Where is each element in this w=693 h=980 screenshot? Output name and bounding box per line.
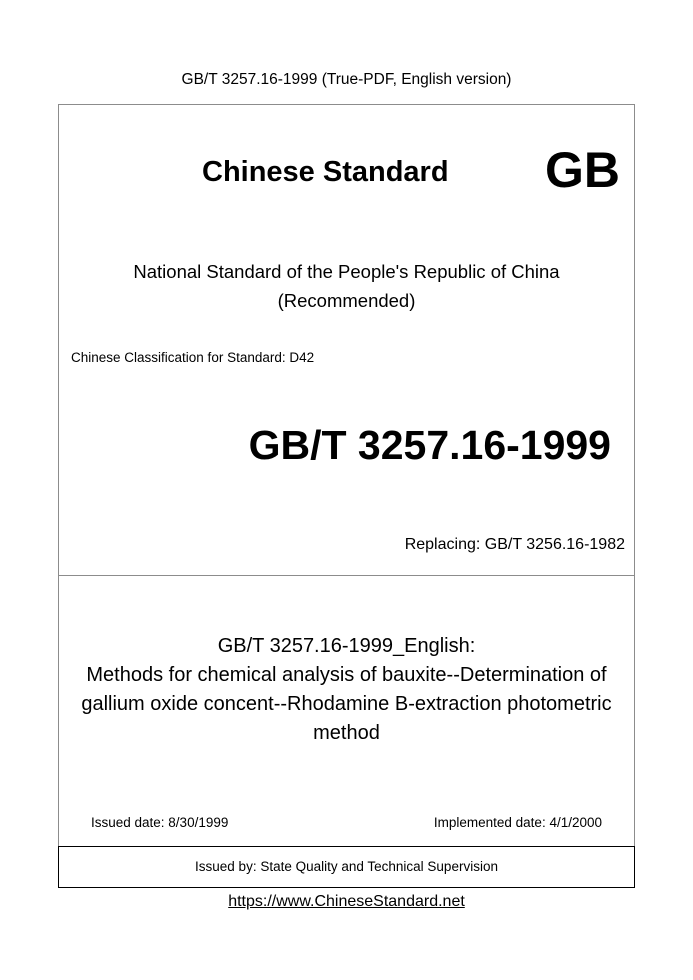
title-line: gallium oxide concent--Rhodamine B-extraction photometric — [81, 693, 612, 715]
implemented-date: Implemented date: 4/1/2000 — [433, 815, 602, 830]
issued-date: Issued date: 8/30/1999 — [91, 815, 229, 830]
national-title-line: National Standard of the People's Republic of China — [133, 261, 560, 282]
title-line: GB/T 3257.16-1999_English: — [217, 635, 476, 657]
national-standard-title — [0, 257, 693, 315]
issuer-box: Issued by: State Quality and Technical Supervision — [58, 846, 635, 888]
website-link[interactable]: https://www.ChineseStandard.net — [228, 893, 465, 910]
document-header-line: GB/T 3257.16-1999 (True-PDF, English version) — [181, 71, 512, 88]
replacing-text: Replacing: GB/T 3256.16-1982 — [404, 536, 625, 553]
standard-number: GB/T 3257.16-1999 — [248, 422, 611, 468]
gb-logo-mark: GB — [545, 142, 620, 198]
classification-text: Chinese Classification for Standard: D42 — [71, 350, 315, 365]
title-line: Methods for chemical analysis of bauxite--Determination of — [86, 664, 607, 686]
website-link-container — [0, 893, 693, 911]
title-line: method — [313, 722, 380, 744]
document-title — [58, 632, 635, 748]
chinese-standard-heading: Chinese Standard — [202, 156, 449, 188]
recommended-label: (Recommended) — [277, 290, 416, 311]
